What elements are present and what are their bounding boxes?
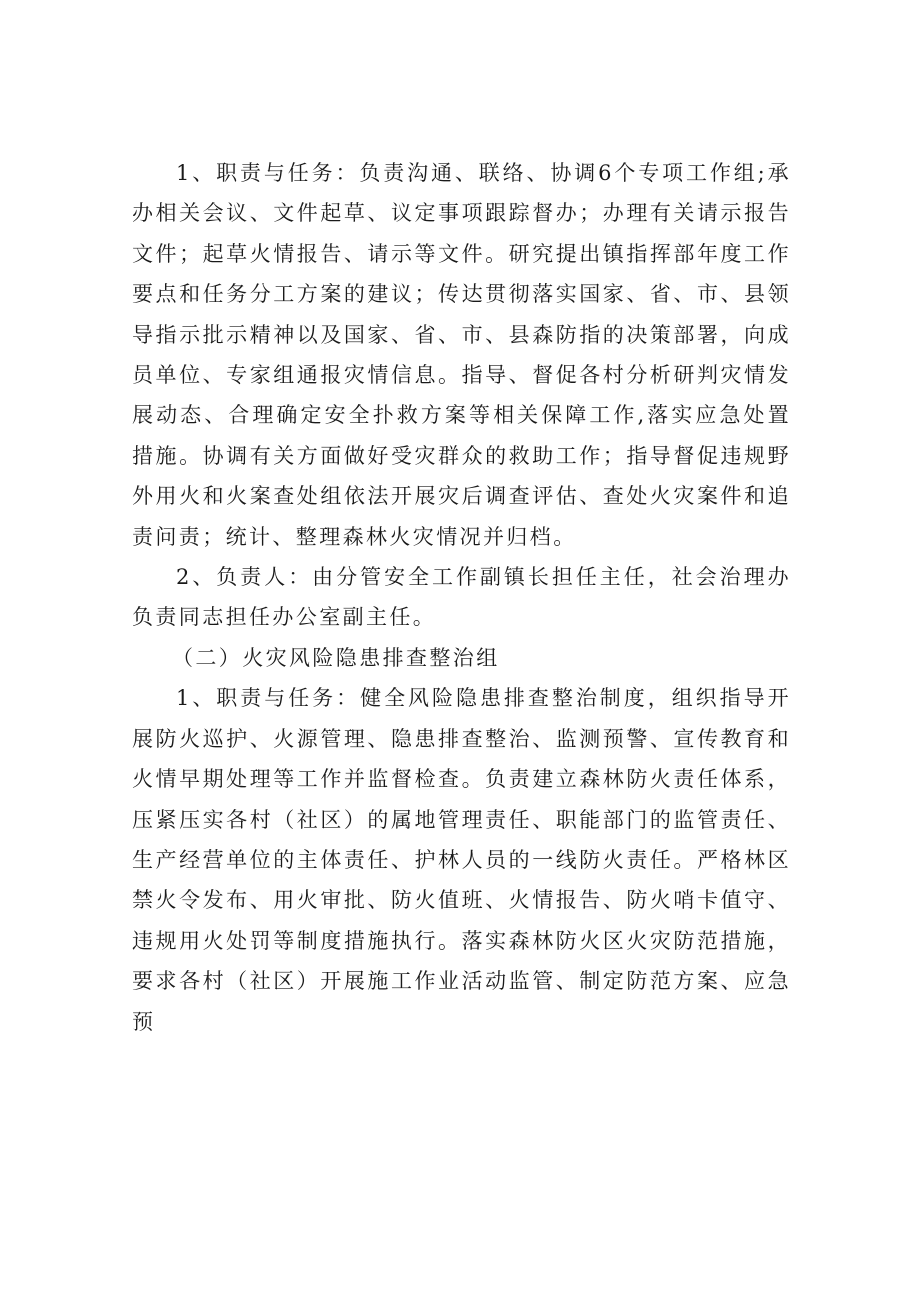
paragraph-duties-office: 1、职责与任务：负责沟通、联络、协调6个专项工作组;承办相关会议、文件起草、议定事项跟踪督办；办理有关请示报告文件；起草火情报告、请示等文件。研究提出镇指挥部年度工作要点和任务分工方案的建议；传达贯彻落实国家、省、市、县领导指示批示精神以及国家、省、市、县森防指的决策部署，向成员单位、专家组通报灾情信息。指导、督促各村分析研判灾情发展动态、合理确定安全扑救方案等相关保障工作,落实应急处置措施。协调有关方面做好受灾群众的救助工作；指导督促违规野外用火和火案查处组依法开展灾后调查评估、查处火灾案件和追责问责；统计、整理森林火灾情况并归档。 (132, 161, 791, 549)
document-body (132, 153, 791, 1042)
paragraph-duties-fire-risk: 1、职责与任务：健全风险隐患排查整治制度，组织指导开展防火巡护、火源管理、隐患排查整治、监测预警、宣传教育和火情早期处理等工作并监督检查。负责建立森林防火责任体系，压紧压实各村（社区）的属地管理责任、职能部门的监管责任、生产经营单位的主体责任、护林人员的一线防火责任。严格林区禁火令发布、用火审批、防火值班、火情报告、防火哨卡值守、违规用火处罚等制度措施执行。落实森林防火区火灾防范措施，要求各村（社区）开展施工作业活动监管、制定防范方案、应急预 (132, 686, 791, 1034)
section-heading-fire-risk-group: （二）火灾风险隐患排查整治组 (172, 645, 500, 670)
paragraph-responsible-person: 2、负责人：由分管安全工作副镇长担任主任，社会治理办负责同志担任办公室副主任。 (132, 565, 791, 630)
